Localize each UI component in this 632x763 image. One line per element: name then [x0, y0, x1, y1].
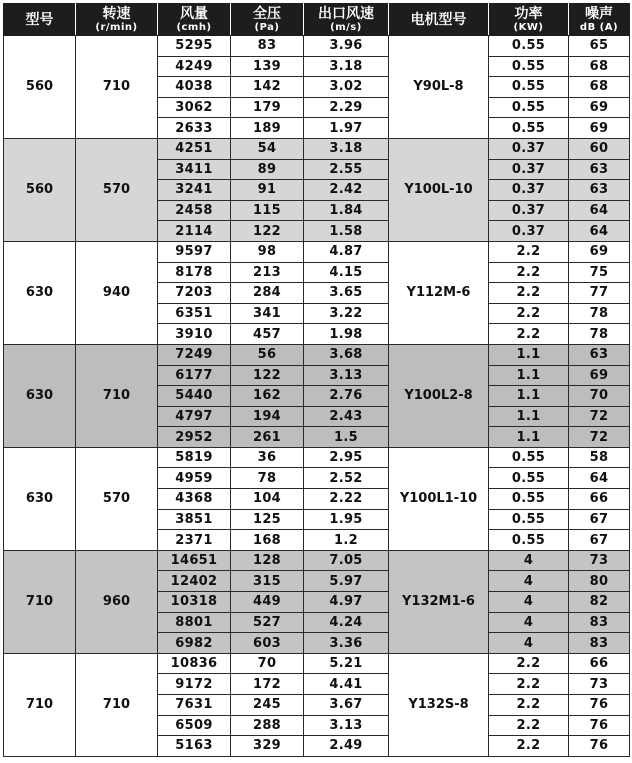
header-power: 功率 (KW): [489, 4, 569, 36]
cell-airflow: 6351: [158, 303, 231, 324]
cell-velocity: 2.43: [304, 406, 389, 427]
cell-noise: 78: [569, 324, 630, 345]
cell-power: 1.1: [489, 427, 569, 448]
cell-pressure: 341: [231, 303, 304, 324]
cell-velocity: 4.24: [304, 612, 389, 633]
cell-pressure: 78: [231, 468, 304, 489]
cell-noise: 78: [569, 303, 630, 324]
cell-pressure: 261: [231, 427, 304, 448]
cell-pressure: 189: [231, 118, 304, 139]
cell-pressure: 168: [231, 530, 304, 551]
cell-power: 0.55: [489, 118, 569, 139]
cell-velocity: 3.68: [304, 344, 389, 365]
cell-power: 0.55: [489, 77, 569, 98]
cell-power: 2.2: [489, 262, 569, 283]
cell-velocity: 2.42: [304, 180, 389, 201]
cell-power: 4: [489, 612, 569, 633]
table-row: [4, 653, 630, 674]
cell-airflow: 4959: [158, 468, 231, 489]
cell-velocity: 5.21: [304, 653, 389, 674]
cell-velocity: 1.5: [304, 427, 389, 448]
cell-power: 2.2: [489, 283, 569, 304]
cell-velocity: 3.36: [304, 633, 389, 654]
cell-velocity: 4.87: [304, 241, 389, 262]
cell-pressure: 315: [231, 571, 304, 592]
cell-model: 630: [4, 241, 76, 344]
cell-power: 4: [489, 633, 569, 654]
cell-speed: 710: [76, 653, 158, 756]
cell-pressure: 56: [231, 344, 304, 365]
cell-noise: 83: [569, 633, 630, 654]
cell-model: 710: [4, 550, 76, 653]
cell-airflow: 4797: [158, 406, 231, 427]
cell-pressure: 83: [231, 36, 304, 57]
cell-pressure: 122: [231, 365, 304, 386]
cell-airflow: 3851: [158, 509, 231, 530]
cell-power: 4: [489, 592, 569, 613]
cell-velocity: 3.18: [304, 56, 389, 77]
cell-airflow: 14651: [158, 550, 231, 571]
cell-power: 0.55: [489, 36, 569, 57]
cell-airflow: 2371: [158, 530, 231, 551]
cell-power: 0.55: [489, 447, 569, 468]
cell-velocity: 3.18: [304, 138, 389, 159]
cell-airflow: 8178: [158, 262, 231, 283]
cell-pressure: 115: [231, 200, 304, 221]
cell-noise: 67: [569, 530, 630, 551]
cell-airflow: 5163: [158, 736, 231, 757]
cell-motor: Y132M1-6: [389, 550, 489, 653]
cell-velocity: 2.55: [304, 159, 389, 180]
header-velocity: 出口风速 (m/s): [304, 4, 389, 36]
cell-airflow: 2114: [158, 221, 231, 242]
cell-pressure: 91: [231, 180, 304, 201]
cell-noise: 73: [569, 550, 630, 571]
cell-power: 0.55: [489, 56, 569, 77]
cell-power: 2.2: [489, 241, 569, 262]
cell-noise: 69: [569, 365, 630, 386]
header-model: 型号: [4, 4, 76, 36]
cell-pressure: 162: [231, 386, 304, 407]
cell-noise: 63: [569, 159, 630, 180]
cell-pressure: 603: [231, 633, 304, 654]
cell-noise: 73: [569, 674, 630, 695]
cell-velocity: 3.13: [304, 365, 389, 386]
cell-model: 630: [4, 344, 76, 447]
cell-airflow: 5295: [158, 36, 231, 57]
cell-velocity: 3.67: [304, 695, 389, 716]
cell-power: 0.55: [489, 97, 569, 118]
cell-airflow: 4368: [158, 489, 231, 510]
cell-speed: 570: [76, 138, 158, 241]
cell-airflow: 7249: [158, 344, 231, 365]
cell-airflow: 7203: [158, 283, 231, 304]
cell-model: 560: [4, 36, 76, 139]
cell-motor: Y112M-6: [389, 241, 489, 344]
cell-pressure: 245: [231, 695, 304, 716]
cell-power: 2.2: [489, 674, 569, 695]
cell-velocity: 2.49: [304, 736, 389, 757]
header-speed: 转速 (r/min): [76, 4, 158, 36]
cell-airflow: 10318: [158, 592, 231, 613]
cell-noise: 80: [569, 571, 630, 592]
cell-airflow: 6982: [158, 633, 231, 654]
cell-airflow: 12402: [158, 571, 231, 592]
cell-power: 2.2: [489, 736, 569, 757]
cell-pressure: 139: [231, 56, 304, 77]
fan-spec-table: [3, 3, 630, 757]
cell-pressure: 104: [231, 489, 304, 510]
cell-pressure: 172: [231, 674, 304, 695]
cell-motor: Y100L-10: [389, 138, 489, 241]
cell-velocity: 3.22: [304, 303, 389, 324]
cell-motor: Y132S-8: [389, 653, 489, 756]
cell-airflow: 5440: [158, 386, 231, 407]
cell-velocity: 3.65: [304, 283, 389, 304]
cell-pressure: 125: [231, 509, 304, 530]
cell-pressure: 142: [231, 77, 304, 98]
cell-pressure: 284: [231, 283, 304, 304]
cell-pressure: 194: [231, 406, 304, 427]
cell-velocity: 3.96: [304, 36, 389, 57]
cell-velocity: 4.15: [304, 262, 389, 283]
cell-power: 2.2: [489, 324, 569, 345]
cell-velocity: 3.02: [304, 77, 389, 98]
cell-velocity: 1.97: [304, 118, 389, 139]
cell-pressure: 329: [231, 736, 304, 757]
cell-velocity: 2.22: [304, 489, 389, 510]
cell-speed: 710: [76, 344, 158, 447]
cell-airflow: 5819: [158, 447, 231, 468]
cell-pressure: 213: [231, 262, 304, 283]
header-pressure: 全压 (Pa): [231, 4, 304, 36]
header-row: [4, 4, 630, 36]
cell-noise: 60: [569, 138, 630, 159]
cell-power: 1.1: [489, 386, 569, 407]
cell-noise: 69: [569, 118, 630, 139]
cell-pressure: 122: [231, 221, 304, 242]
cell-motor: Y100L1-10: [389, 447, 489, 550]
cell-noise: 76: [569, 736, 630, 757]
cell-noise: 64: [569, 221, 630, 242]
cell-power: 1.1: [489, 344, 569, 365]
cell-velocity: 1.84: [304, 200, 389, 221]
cell-velocity: 3.13: [304, 715, 389, 736]
table-body: [4, 36, 630, 757]
cell-noise: 83: [569, 612, 630, 633]
cell-airflow: 6177: [158, 365, 231, 386]
table-row: [4, 138, 630, 159]
cell-noise: 63: [569, 180, 630, 201]
cell-power: 0.37: [489, 200, 569, 221]
cell-noise: 68: [569, 56, 630, 77]
cell-noise: 64: [569, 468, 630, 489]
cell-velocity: 4.97: [304, 592, 389, 613]
cell-motor: Y90L-8: [389, 36, 489, 139]
cell-airflow: 3241: [158, 180, 231, 201]
cell-speed: 940: [76, 241, 158, 344]
cell-pressure: 527: [231, 612, 304, 633]
cell-velocity: 2.52: [304, 468, 389, 489]
table-row: [4, 447, 630, 468]
cell-power: 2.2: [489, 653, 569, 674]
cell-pressure: 128: [231, 550, 304, 571]
table-row: [4, 550, 630, 571]
cell-power: 0.37: [489, 180, 569, 201]
cell-pressure: 449: [231, 592, 304, 613]
cell-airflow: 7631: [158, 695, 231, 716]
cell-pressure: 54: [231, 138, 304, 159]
header-motor: 电机型号: [389, 4, 489, 36]
table-header: [4, 4, 630, 36]
cell-noise: 66: [569, 489, 630, 510]
cell-airflow: 2952: [158, 427, 231, 448]
cell-velocity: 1.2: [304, 530, 389, 551]
cell-power: 0.37: [489, 159, 569, 180]
cell-noise: 76: [569, 715, 630, 736]
cell-noise: 68: [569, 77, 630, 98]
cell-velocity: 2.29: [304, 97, 389, 118]
cell-power: 4: [489, 550, 569, 571]
cell-pressure: 179: [231, 97, 304, 118]
cell-speed: 960: [76, 550, 158, 653]
cell-power: 2.2: [489, 715, 569, 736]
cell-noise: 63: [569, 344, 630, 365]
cell-power: 2.2: [489, 303, 569, 324]
table-row: [4, 344, 630, 365]
cell-airflow: 3062: [158, 97, 231, 118]
cell-airflow: 9172: [158, 674, 231, 695]
cell-noise: 66: [569, 653, 630, 674]
cell-velocity: 1.58: [304, 221, 389, 242]
cell-velocity: 7.05: [304, 550, 389, 571]
cell-noise: 65: [569, 36, 630, 57]
cell-velocity: 2.95: [304, 447, 389, 468]
cell-airflow: 4249: [158, 56, 231, 77]
cell-noise: 67: [569, 509, 630, 530]
cell-noise: 77: [569, 283, 630, 304]
cell-velocity: 5.97: [304, 571, 389, 592]
cell-noise: 64: [569, 200, 630, 221]
table-row: [4, 36, 630, 57]
cell-speed: 710: [76, 36, 158, 139]
cell-noise: 76: [569, 695, 630, 716]
cell-velocity: 2.76: [304, 386, 389, 407]
cell-model: 560: [4, 138, 76, 241]
header-noise: 噪声 dB (A): [569, 4, 630, 36]
cell-power: 0.37: [489, 138, 569, 159]
cell-airflow: 10836: [158, 653, 231, 674]
cell-model: 630: [4, 447, 76, 550]
cell-noise: 82: [569, 592, 630, 613]
cell-noise: 69: [569, 241, 630, 262]
cell-pressure: 89: [231, 159, 304, 180]
cell-pressure: 288: [231, 715, 304, 736]
cell-noise: 72: [569, 406, 630, 427]
cell-power: 0.55: [489, 468, 569, 489]
cell-pressure: 70: [231, 653, 304, 674]
cell-airflow: 4038: [158, 77, 231, 98]
cell-motor: Y100L2-8: [389, 344, 489, 447]
cell-airflow: 3411: [158, 159, 231, 180]
cell-noise: 72: [569, 427, 630, 448]
cell-velocity: 1.98: [304, 324, 389, 345]
cell-power: 0.55: [489, 489, 569, 510]
cell-speed: 570: [76, 447, 158, 550]
cell-airflow: 3910: [158, 324, 231, 345]
cell-power: 4: [489, 571, 569, 592]
cell-airflow: 2458: [158, 200, 231, 221]
header-airflow: 风量 (cmh): [158, 4, 231, 36]
cell-noise: 75: [569, 262, 630, 283]
cell-pressure: 457: [231, 324, 304, 345]
cell-power: 0.55: [489, 509, 569, 530]
cell-power: 0.37: [489, 221, 569, 242]
cell-airflow: 9597: [158, 241, 231, 262]
cell-noise: 70: [569, 386, 630, 407]
cell-power: 1.1: [489, 406, 569, 427]
cell-power: 1.1: [489, 365, 569, 386]
cell-airflow: 4251: [158, 138, 231, 159]
cell-model: 710: [4, 653, 76, 756]
cell-velocity: 4.41: [304, 674, 389, 695]
cell-airflow: 2633: [158, 118, 231, 139]
cell-power: 0.55: [489, 530, 569, 551]
table-row: [4, 241, 630, 262]
cell-velocity: 1.95: [304, 509, 389, 530]
cell-pressure: 98: [231, 241, 304, 262]
cell-pressure: 36: [231, 447, 304, 468]
cell-airflow: 8801: [158, 612, 231, 633]
cell-noise: 69: [569, 97, 630, 118]
cell-airflow: 6509: [158, 715, 231, 736]
cell-noise: 58: [569, 447, 630, 468]
cell-power: 2.2: [489, 695, 569, 716]
